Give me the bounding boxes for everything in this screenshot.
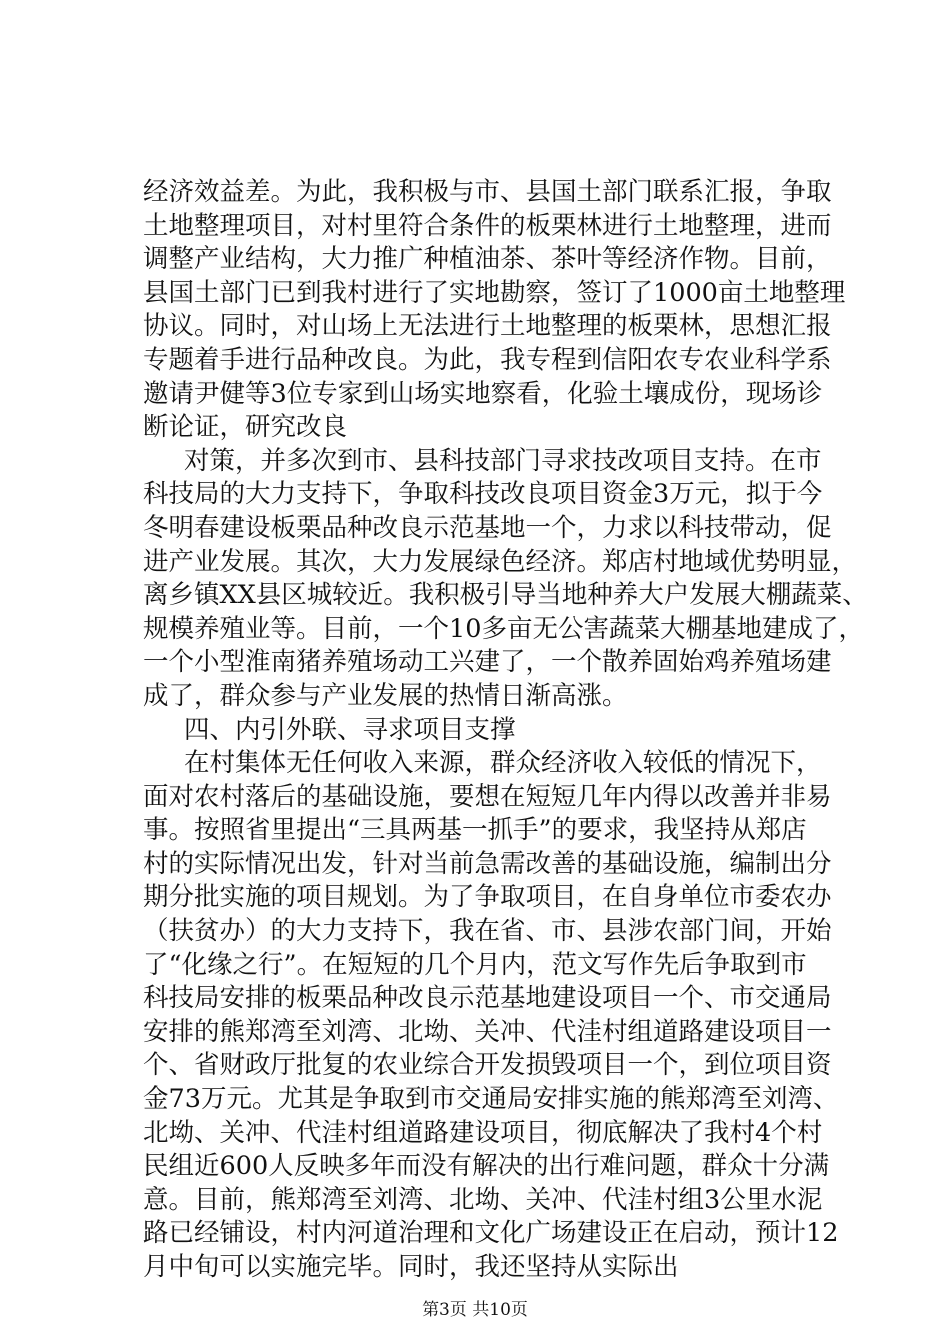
- text-line: 断论证，研究改良: [143, 412, 348, 443]
- text-line: 成了，群众参与产业发展的热情日渐高涨。: [143, 680, 628, 711]
- text-line: 村的实际情况出发，针对当前急需改善的基础设施，编制出分: [143, 848, 832, 879]
- text-line: 邀请尹健等3位专家到山场实地察看，化验土壤成份，现场诊: [143, 378, 823, 409]
- section-heading: 四、内引外联、寻求项目支撑: [184, 714, 516, 745]
- text-line: 北坳、关冲、代洼村组道路建设项目，彻底解决了我村4个村: [143, 1117, 823, 1148]
- paragraph-first-line: 在村集体无任何收入来源，群众经济收入较低的情况下，: [184, 748, 822, 779]
- paragraph-first-line: 对策，并多次到市、县科技部门寻求技改项目支持。在市: [184, 445, 822, 476]
- text-line: （扶贫办）的大力支持下，我在省、市、县涉农部门间，开始: [143, 916, 832, 947]
- page-footer: 第3页 共10页: [422, 1300, 528, 1320]
- text-line: 路已经铺设，村内河道治理和文化广场建设正在启动，预计12: [143, 1218, 839, 1249]
- body-text: [143, 176, 868, 1285]
- text-line: 民组近600人反映多年而没有解决的出行难问题，群众十分满: [143, 1151, 830, 1182]
- text-line: 进产业发展。其次，大力发展绿色经济。郑店村地域优势明显，: [143, 546, 858, 577]
- text-line: 事。按照省里提出“三具两基一抓手”的要求，我坚持从郑店: [143, 815, 807, 846]
- text-line: 科技局的大力支持下，争取科技改良项目资金3万元，拟于今: [143, 479, 823, 510]
- text-line: 冬明春建设板栗品种改良示范基地一个，力求以科技带动，促: [143, 512, 832, 543]
- text-line: 经济效益差。为此，我积极与市、县国土部门联系汇报，争取: [143, 177, 832, 207]
- text-line: 期分批实施的项目规划。为了争取项目，在自身单位市委农办: [143, 882, 832, 913]
- text-line: 意。目前，熊郑湾至刘湾、北坳、关冲、代洼村组3公里水泥: [143, 1184, 823, 1215]
- text-line: 离乡镇XX县区城较近。我积极引导当地种养大户发展大棚蔬菜、: [143, 580, 868, 611]
- text-line: 安排的熊郑湾至刘湾、北坳、关冲、代洼村组道路建设项目一: [143, 1016, 832, 1047]
- text-line: 科技局安排的板栗品种改良示范基地建设项目一个、市交通局: [143, 983, 832, 1014]
- text-line: 月中旬可以实施完毕。同时，我还坚持从实际出: [143, 1252, 679, 1282]
- text-line: 个、省财政厅批复的农业综合开发损毁项目一个，到位项目资: [143, 1050, 832, 1081]
- text-line: 金73万元。尤其是争取到市交通局安排实施的熊郑湾至刘湾、: [143, 1084, 839, 1115]
- text-line: 县国土部门已到我村进行了实地勘察，签订了1000亩土地整理: [143, 277, 846, 308]
- text-line: 调整产业结构，大力推广种植油茶、茶叶等经济作物。目前，: [143, 244, 832, 275]
- text-line: 了“化缘之行”。在短短的几个月内，范文写作先后争取到市: [143, 949, 807, 980]
- text-line: 专题着手进行品种改良。为此，我专程到信阳农专农业科学系: [143, 344, 832, 375]
- text-line: 土地整理项目，对村里符合条件的板栗林进行土地整理，进而: [143, 210, 832, 241]
- text-line: 面对农村落后的基础设施，要想在短短几年内得以改善并非易: [143, 781, 832, 812]
- text-line: 一个小型淮南猪养殖场动工兴建了，一个散养固始鸡养殖场建: [143, 647, 832, 678]
- text-line: 规模养殖业等。目前，一个10多亩无公害蔬菜大棚基地建成了，: [143, 613, 864, 644]
- text-line: 协议。同时，对山场上无法进行土地整理的板栗林，思想汇报: [143, 311, 832, 342]
